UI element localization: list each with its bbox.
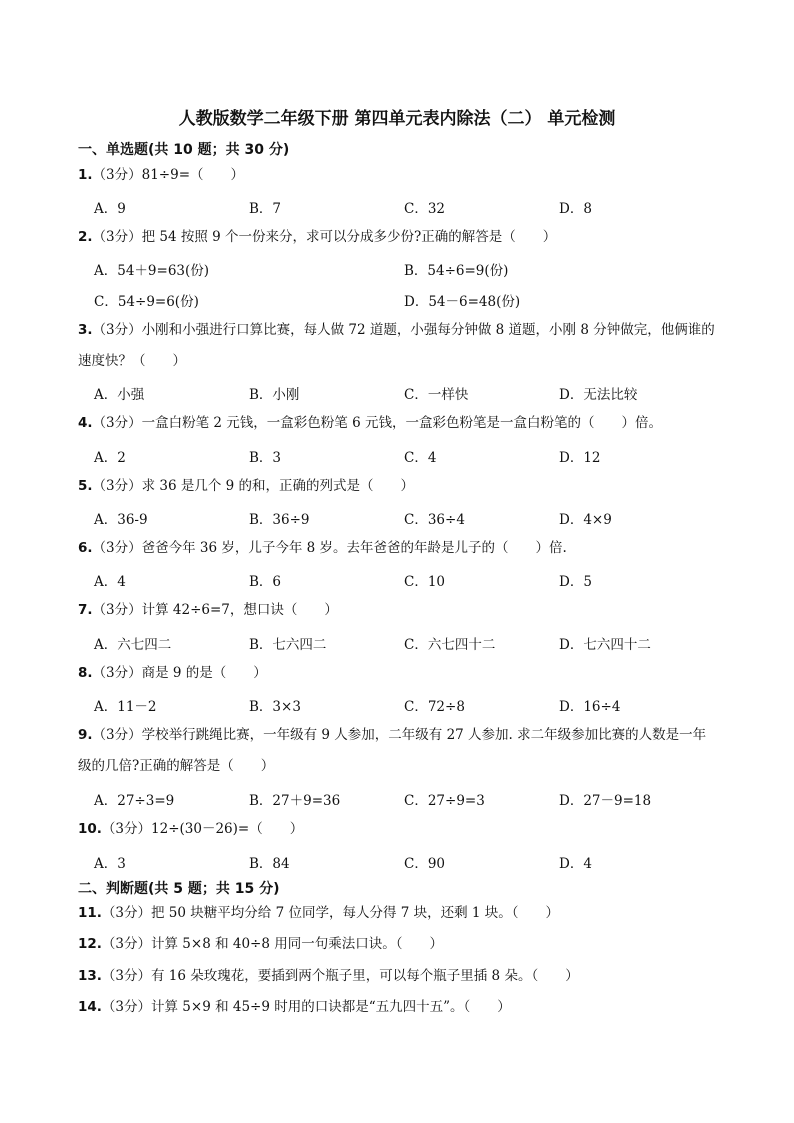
option-c[interactable]: C．90 (404, 856, 446, 872)
question-6 (78, 533, 718, 564)
question-number: 5. (78, 478, 93, 494)
option-c[interactable]: C．32 (404, 201, 446, 217)
option-d[interactable]: D．16÷4 (559, 699, 621, 715)
option-d[interactable]: D．七六四十二 (559, 637, 651, 653)
question-text: （3分）商是 9 的是（ ） (92, 665, 267, 681)
question-number: 9. (78, 727, 93, 743)
option-c[interactable]: C．27÷9=3 (404, 793, 485, 809)
question-text: （3分）爸爸今年 36 岁，儿子今年 8 岁。去年爸爸的年龄是儿子的（ ）倍. (92, 540, 567, 556)
option-a[interactable]: A．2 (94, 450, 126, 466)
question-number: 7. (78, 602, 93, 618)
page-title: 人教版数学二年级下册 第四单元表内除法（二） 单元检测 (178, 109, 616, 129)
option-a[interactable]: A．54＋9=63(份) (94, 263, 210, 279)
options-q5 (94, 508, 734, 530)
question-text: （3分）一盒白粉笔 2 元钱，一盒彩色粉笔 6 元钱，一盒彩色粉笔是一盒白粉笔的（ ）倍。 (92, 415, 662, 431)
option-a[interactable]: A．11－2 (94, 699, 157, 715)
option-b[interactable]: B．3 (249, 450, 282, 466)
question-14 (78, 992, 718, 1023)
question-13 (78, 961, 718, 992)
option-c[interactable]: C．4 (404, 450, 437, 466)
option-b[interactable]: B．7 (249, 201, 282, 217)
question-8 (78, 658, 718, 689)
options-q2-row1 (94, 259, 734, 281)
question-text: （3分）计算 5×8 和 40÷8 用同一句乘法口诀。（ ） (101, 936, 443, 952)
question-9 (78, 720, 718, 782)
question-7 (78, 595, 718, 626)
question-text: （3分）求 36 是几个 9 的和，正确的列式是（ ） (92, 478, 415, 494)
option-b[interactable]: B．6 (249, 574, 282, 590)
option-b[interactable]: B．36÷9 (249, 512, 310, 528)
option-b[interactable]: B．小刚 (249, 387, 300, 403)
question-number: 13. (78, 968, 102, 984)
options-q2-row2 (94, 290, 734, 312)
option-d[interactable]: D．5 (559, 574, 592, 590)
question-number: 11. (78, 905, 102, 921)
question-text: （3分）计算 42÷6=7，想口诀（ ） (92, 602, 338, 618)
question-1 (78, 160, 718, 191)
option-d[interactable]: D．4 (559, 856, 592, 872)
options-q1 (94, 197, 734, 219)
question-number: 8. (78, 665, 93, 681)
question-3 (78, 315, 718, 377)
option-c[interactable]: C．36÷4 (404, 512, 465, 528)
options-q6 (94, 570, 734, 592)
option-a[interactable]: A．9 (94, 201, 126, 217)
question-number: 10. (78, 821, 102, 837)
question-number: 6. (78, 540, 93, 556)
question-text: （3分）12÷(30－26)=（ ） (101, 821, 304, 837)
question-2 (78, 222, 718, 253)
question-number: 12. (78, 936, 102, 952)
question-text: （3分）学校举行跳绳比赛，一年级有 9 人参加，二年级有 27 人参加. 求二年级参加比赛的人数是一年级的几倍?正确的解答是（ ） (78, 727, 707, 774)
option-b[interactable]: B．3×3 (249, 699, 301, 715)
option-d[interactable]: D．12 (559, 450, 601, 466)
question-11 (78, 898, 718, 929)
question-text: （3分）有 16 朵玫瑰花，要插到两个瓶子里，可以每个瓶子里插 8 朵。（ ） (101, 968, 579, 984)
section-heading-single-choice: 一、单选题(共 10 题；共 30 分) (78, 142, 290, 158)
question-number: 2. (78, 229, 93, 245)
options-q3 (94, 383, 734, 405)
option-d[interactable]: D．无法比较 (559, 387, 638, 403)
question-text: （3分）小刚和小强进行口算比赛，每人做 72 道题，小强每分钟做 8 道题，小刚 8 分钟做完，他俩谁的速度快？（ ） (78, 322, 715, 369)
option-a[interactable]: A．4 (94, 574, 126, 590)
option-c[interactable]: C．10 (404, 574, 446, 590)
question-text: （3分）把 50 块糖平均分给 7 位同学，每人分得 7 块，还剩 1 块。（ ） (101, 905, 560, 921)
question-number: 1. (78, 167, 93, 183)
option-b[interactable]: B．27＋9=36 (249, 793, 341, 809)
options-q10 (94, 852, 734, 874)
option-c[interactable]: C．54÷9=6(份) (94, 294, 199, 310)
option-a[interactable]: A．六七四二 (94, 637, 172, 653)
option-d[interactable]: D．8 (559, 201, 592, 217)
question-5 (78, 471, 718, 502)
option-d[interactable]: D．4×9 (559, 512, 612, 528)
question-text: （3分）计算 5×9 和 45÷9 时用的口诀都是“五九四十五”。（ ） (101, 999, 511, 1015)
options-q8 (94, 695, 734, 717)
options-q7 (94, 633, 734, 655)
options-q4 (94, 446, 734, 468)
question-10 (78, 814, 718, 845)
question-number: 4. (78, 415, 93, 431)
option-b[interactable]: B．84 (249, 856, 290, 872)
question-number: 14. (78, 999, 102, 1015)
option-c[interactable]: C．六七四十二 (404, 637, 496, 653)
option-d[interactable]: D．54－6=48(份) (404, 294, 521, 310)
option-a[interactable]: A．小强 (94, 387, 145, 403)
question-number: 3. (78, 322, 93, 338)
option-b[interactable]: B．七六四二 (249, 637, 327, 653)
option-a[interactable]: A．3 (94, 856, 126, 872)
question-text: （3分）把 54 按照 9 个一份来分，求可以分成多少份?正确的解答是（ ） (92, 229, 557, 245)
question-text: （3分）81÷9=（ ） (92, 167, 245, 183)
question-4 (78, 408, 718, 439)
option-a[interactable]: A．27÷3=9 (94, 793, 175, 809)
options-q9 (94, 789, 734, 811)
option-a[interactable]: A．36-9 (94, 512, 148, 528)
option-d[interactable]: D．27－9=18 (559, 793, 652, 809)
option-c[interactable]: C．72÷8 (404, 699, 465, 715)
question-12 (78, 929, 718, 960)
section-heading-true-false: 二、判断题(共 5 题；共 15 分) (78, 881, 280, 897)
option-b[interactable]: B．54÷6=9(份) (404, 263, 509, 279)
option-c[interactable]: C．一样快 (404, 387, 469, 403)
